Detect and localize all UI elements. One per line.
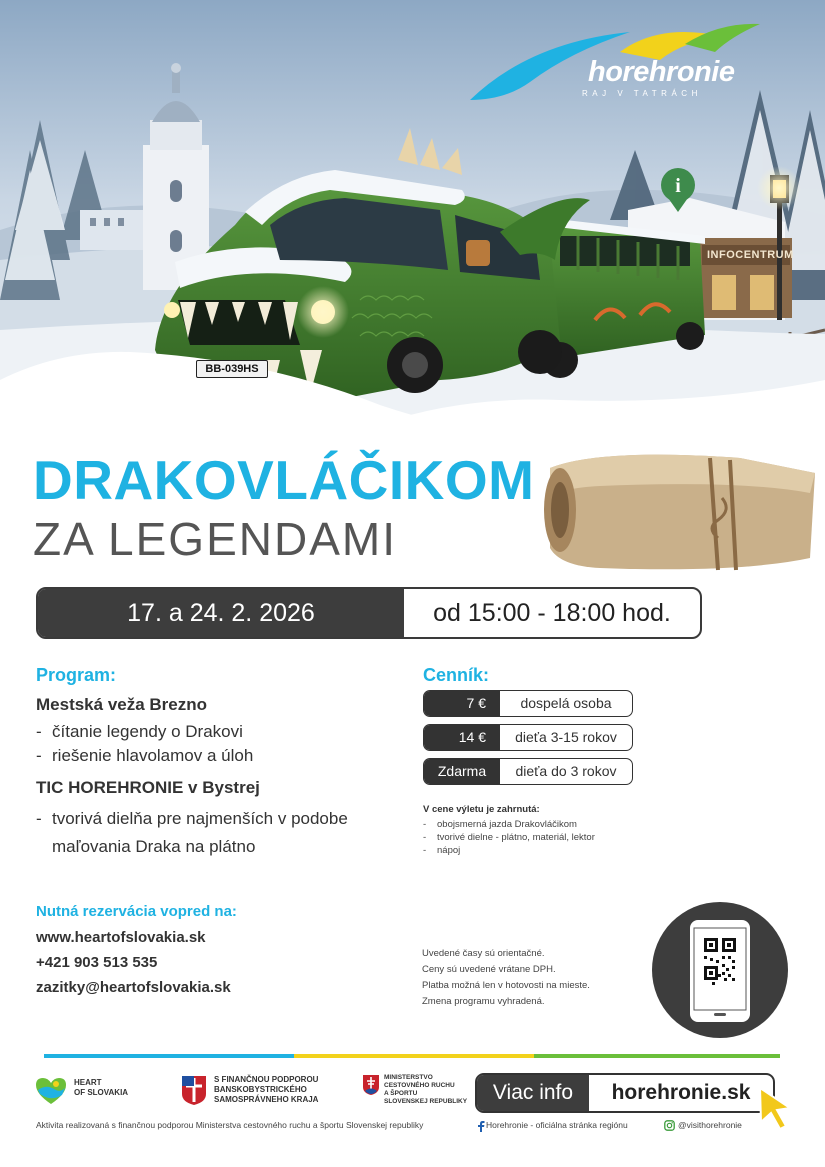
phone-number[interactable]: +421 903 513 535 bbox=[36, 954, 158, 971]
notes bbox=[422, 946, 590, 1010]
price-category: dospelá osoba bbox=[520, 695, 612, 711]
parchment-scroll-illustration bbox=[540, 438, 825, 588]
license-plate: BB-039HS bbox=[196, 360, 268, 378]
hero-photo bbox=[0, 0, 825, 445]
bbsk-crest-icon bbox=[180, 1074, 208, 1106]
more-info-url[interactable]: horehronie.sk bbox=[611, 1081, 751, 1104]
funding-note: Aktivita realizovaná s finančnou podporou Ministerstva cestovného ruchu a športu Slovenskej republiky bbox=[36, 1120, 424, 1130]
facebook-icon bbox=[476, 1120, 486, 1132]
logo3-line2: CESTOVNÉHO RUCHU bbox=[384, 1082, 455, 1089]
infocentrum-sign: INFOCENTRUM bbox=[707, 249, 794, 261]
svg-text:i: i bbox=[675, 175, 681, 197]
list-item: - tvorivé dielne - plátno, materiál, lektor bbox=[423, 831, 595, 844]
logo-tagline: RAJ V TATRÁCH bbox=[582, 89, 702, 98]
list-item: - nápoj bbox=[423, 844, 595, 857]
instagram-icon bbox=[664, 1120, 675, 1131]
included-list bbox=[423, 818, 595, 857]
logo2-line1: S FINANČNOU PODPOROU bbox=[214, 1075, 319, 1084]
qr-code-badge[interactable] bbox=[652, 902, 788, 1038]
list-item: - obojsmerná jazda Drakovláčikom bbox=[423, 818, 595, 831]
price-amount: Zdarma bbox=[424, 759, 500, 784]
heart-logo-icon bbox=[34, 1076, 68, 1106]
note-line: Ceny sú uvedené vrátane DPH. bbox=[422, 964, 556, 975]
pricing-heading: Cenník: bbox=[423, 665, 490, 685]
note-line: Uvedené časy sú orientačné. bbox=[422, 948, 545, 959]
price-category: dieťa 3-15 rokov bbox=[515, 729, 617, 745]
footer-color-line bbox=[44, 1054, 780, 1058]
logo3-line3: A ŠPORTU bbox=[384, 1090, 418, 1097]
list-item: - čítanie legendy o Drakovi bbox=[36, 720, 396, 744]
price-row-child bbox=[423, 724, 633, 751]
more-info-button[interactable] bbox=[475, 1073, 775, 1113]
program-heading: Program: bbox=[36, 665, 117, 685]
logo1-line1: HEART bbox=[74, 1078, 102, 1087]
program-location-2: TIC HOREHRONIE v Bystrej bbox=[36, 778, 260, 797]
event-time: od 15:00 - 18:00 hod. bbox=[433, 599, 671, 627]
program-location-1: Mestská veža Brezno bbox=[36, 695, 208, 714]
price-category: dieťa do 3 rokov bbox=[515, 763, 617, 779]
page-subtitle: ZA LEGENDAMI bbox=[33, 513, 397, 565]
event-dates: 17. a 24. 2. 2026 bbox=[38, 589, 404, 637]
price-amount: 7 € bbox=[424, 691, 500, 716]
reservation-heading: Nutná rezervácia vopred na: bbox=[36, 903, 237, 920]
logo3-line1: MINISTERSTVO bbox=[384, 1074, 433, 1081]
included-heading: V cene výletu je zahrnutá: bbox=[423, 804, 540, 815]
price-amount: 14 € bbox=[424, 725, 500, 750]
list-item: - tvorivá dielňa pre najmenších v podobe maľovania Draka na plátno bbox=[36, 805, 406, 861]
cursor-pointer-icon bbox=[756, 1086, 796, 1132]
logo-wordmark: horehronie bbox=[588, 56, 735, 88]
program-list-1 bbox=[36, 720, 396, 768]
logo2-line3: SAMOSPRÁVNEHO KRAJA bbox=[214, 1095, 319, 1104]
qr-code-icon bbox=[652, 902, 788, 1038]
program-list-2 bbox=[36, 805, 406, 861]
date-time-bar bbox=[36, 587, 702, 639]
page-title: DRAKOVLÁČIKOM bbox=[33, 449, 535, 511]
note-line: Platba možná len v hotovosti na mieste. bbox=[422, 980, 590, 991]
website-link[interactable]: www.heartofslovakia.sk bbox=[36, 929, 206, 946]
list-item: - riešenie hlavolamov a úloh bbox=[36, 744, 396, 768]
logo2-line2: BANSKOBYSTRICKÉHO bbox=[214, 1085, 307, 1094]
price-row-adult bbox=[423, 690, 633, 717]
price-row-infant bbox=[423, 758, 633, 785]
note-line: Zmena programu vyhradená. bbox=[422, 996, 545, 1007]
logo3-line4: SLOVENSKEJ REPUBLIKY bbox=[384, 1098, 468, 1105]
facebook-text[interactable]: Horehronie - oficiálna stránka regiónu bbox=[486, 1120, 628, 1130]
slovak-crest-icon bbox=[362, 1074, 380, 1096]
logo1-line2: OF SLOVAKIA bbox=[74, 1088, 129, 1097]
more-info-label: Viac info bbox=[477, 1075, 589, 1111]
instagram-handle[interactable]: @visithorehronie bbox=[678, 1120, 742, 1130]
email-link[interactable]: zazitky@heartofslovakia.sk bbox=[36, 979, 231, 996]
